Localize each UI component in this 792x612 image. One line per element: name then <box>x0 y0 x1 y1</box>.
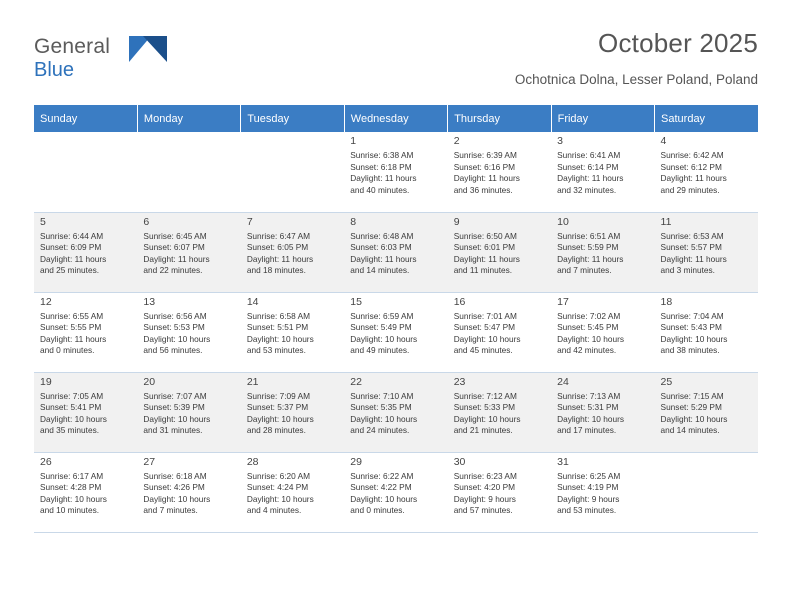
day-info-line: Sunset: 5:45 PM <box>557 322 619 333</box>
day-number: 5 <box>40 215 46 228</box>
day-info-line: Sunrise: 6:25 AM <box>557 470 621 481</box>
calendar-day-cell[interactable] <box>655 292 758 372</box>
day-info-line: Daylight: 11 hours <box>143 253 210 264</box>
day-info-line: Sunset: 6:01 PM <box>453 242 516 253</box>
day-info-line: Sunrise: 6:38 AM <box>350 150 414 160</box>
day-info-line: Daylight: 10 hours <box>143 413 211 424</box>
day-info-line: and 7 minutes. <box>143 505 198 516</box>
calendar-day-cell[interactable] <box>448 292 551 372</box>
day-sun-info <box>40 311 132 357</box>
day-info-line: Sunset: 5:43 PM <box>660 322 722 333</box>
day-info-line: Sunset: 6:12 PM <box>660 161 722 172</box>
page-title: October 2025 <box>598 28 758 58</box>
day-info-line: Daylight: 10 hours <box>350 493 418 504</box>
flag-icon <box>129 36 167 62</box>
day-info-line: Sunrise: 7:13 AM <box>557 390 621 401</box>
day-sun-info <box>143 471 235 517</box>
weekday-header-sunday: Sunday <box>34 105 137 132</box>
day-info-line: Sunrise: 7:01 AM <box>453 310 517 321</box>
day-number: 8 <box>350 215 357 228</box>
day-info-line: and 4 minutes. <box>246 505 302 516</box>
day-info-line: Sunset: 6:05 PM <box>246 242 309 253</box>
day-info-line: Sunset: 4:19 PM <box>557 482 619 493</box>
day-number: 15 <box>350 295 362 308</box>
day-info-line: Sunrise: 6:55 AM <box>40 310 104 321</box>
day-info-line: Daylight: 10 hours <box>453 333 521 344</box>
day-info-line: Sunrise: 6:44 AM <box>40 230 104 241</box>
day-number: 2 <box>453 135 460 147</box>
calendar-day-empty <box>137 132 240 212</box>
day-sun-info <box>557 311 649 357</box>
day-number: 17 <box>557 295 569 308</box>
day-info-line: and 53 minutes. <box>557 505 617 516</box>
day-info-line: Daylight: 10 hours <box>557 333 624 344</box>
calendar-day-cell[interactable] <box>137 452 240 532</box>
day-info-line: Sunset: 6:14 PM <box>557 161 619 172</box>
logo-text-general: General <box>34 35 111 58</box>
calendar-week-row <box>34 132 758 212</box>
day-info-line: Daylight: 10 hours <box>143 493 211 504</box>
calendar-day-cell[interactable] <box>241 452 344 532</box>
day-sun-info <box>350 391 442 437</box>
day-info-line: Sunrise: 6:22 AM <box>350 470 414 481</box>
calendar-body <box>34 132 758 532</box>
calendar-day-cell[interactable] <box>241 212 344 292</box>
calendar-day-cell[interactable] <box>551 292 654 372</box>
day-info-line: and 35 minutes. <box>40 425 100 436</box>
day-info-line: Daylight: 11 hours <box>350 253 417 264</box>
day-number: 10 <box>557 215 569 228</box>
day-info-line: Sunrise: 6:58 AM <box>246 310 311 321</box>
calendar-day-cell[interactable] <box>34 452 137 532</box>
day-info-line: Sunset: 5:47 PM <box>453 322 516 333</box>
day-info-line: Daylight: 9 hours <box>453 493 516 504</box>
day-info-line: and 36 minutes. <box>453 184 513 195</box>
weekday-header-wednesday: Wednesday <box>344 105 447 132</box>
day-info-line: Daylight: 10 hours <box>246 493 314 504</box>
day-info-line: Sunrise: 6:45 AM <box>143 230 207 241</box>
day-number: 27 <box>143 455 156 468</box>
day-info-line: Daylight: 11 hours <box>453 173 520 184</box>
calendar-day-cell[interactable] <box>137 212 240 292</box>
weekday-header-friday: Friday <box>551 105 654 132</box>
sunrise-sunset-calendar <box>34 105 758 533</box>
day-info-line: Daylight: 11 hours <box>246 253 314 264</box>
calendar-day-cell[interactable] <box>241 372 344 452</box>
calendar-day-cell[interactable] <box>344 372 447 452</box>
day-info-line: Sunrise: 6:17 AM <box>40 470 104 481</box>
day-info-line: Daylight: 11 hours <box>660 253 727 264</box>
day-info-line: Daylight: 10 hours <box>143 333 211 344</box>
calendar-day-cell[interactable] <box>448 452 551 532</box>
day-info-line: Sunrise: 6:56 AM <box>143 310 207 321</box>
day-info-line: Sunset: 5:29 PM <box>660 402 722 413</box>
day-info-line: Sunrise: 7:12 AM <box>453 390 517 401</box>
calendar-day-cell[interactable] <box>34 372 137 452</box>
calendar-day-cell[interactable] <box>344 132 447 212</box>
day-info-line: and 21 minutes. <box>453 425 513 436</box>
day-info-line: and 57 minutes. <box>453 505 513 516</box>
day-sun-info <box>350 150 442 196</box>
calendar-week-row <box>34 452 758 532</box>
day-number: 23 <box>453 375 466 388</box>
day-info-line: Sunset: 5:39 PM <box>143 402 205 413</box>
day-number: 25 <box>660 375 673 388</box>
day-info-line: Sunrise: 7:04 AM <box>660 310 724 321</box>
calendar-day-cell[interactable] <box>241 292 344 372</box>
day-info-line: Sunrise: 6:18 AM <box>143 470 207 481</box>
day-sun-info <box>661 150 753 196</box>
day-info-line: Daylight: 10 hours <box>660 333 728 344</box>
day-number: 6 <box>143 215 150 228</box>
day-info-line: Daylight: 11 hours <box>557 253 624 264</box>
day-info-line: Daylight: 10 hours <box>350 413 418 424</box>
day-info-line: Daylight: 10 hours <box>40 493 107 504</box>
day-sun-info <box>557 231 649 277</box>
day-info-line: and 7 minutes. <box>557 265 612 276</box>
day-info-line: Sunset: 5:53 PM <box>143 322 205 333</box>
day-sun-info <box>454 471 546 517</box>
day-info-line: Sunset: 5:31 PM <box>557 402 619 413</box>
day-info-line: Daylight: 10 hours <box>453 413 521 424</box>
day-info-line: and 22 minutes. <box>143 265 203 276</box>
day-sun-info <box>557 391 649 437</box>
day-number: 21 <box>246 375 259 388</box>
day-info-line: Daylight: 10 hours <box>40 413 107 424</box>
day-info-line: and 29 minutes. <box>660 184 720 195</box>
calendar-day-cell[interactable] <box>34 212 137 292</box>
day-info-line: and 17 minutes. <box>557 425 617 436</box>
day-sun-info <box>143 311 235 357</box>
day-sun-info <box>454 311 546 357</box>
day-info-line: Sunset: 6:09 PM <box>40 242 102 253</box>
day-sun-info <box>247 231 339 277</box>
day-sun-info <box>557 471 649 517</box>
day-info-line: Sunset: 5:57 PM <box>660 242 722 253</box>
day-info-line: Sunrise: 6:39 AM <box>453 150 517 160</box>
calendar-day-cell[interactable] <box>551 372 654 452</box>
day-sun-info <box>454 231 546 277</box>
calendar-day-empty <box>241 132 344 212</box>
day-sun-info <box>143 391 235 437</box>
day-sun-info <box>40 471 132 517</box>
day-info-line: and 31 minutes. <box>143 425 203 436</box>
day-info-line: Sunset: 4:24 PM <box>246 482 309 493</box>
day-number: 28 <box>246 455 259 468</box>
day-info-line: Sunset: 4:26 PM <box>143 482 205 493</box>
day-number: 16 <box>453 295 466 308</box>
day-info-line: Sunset: 6:16 PM <box>453 161 516 172</box>
day-number: 1 <box>350 135 357 147</box>
weekday-header-row <box>34 105 758 132</box>
day-number: 24 <box>557 375 569 388</box>
day-info-line: Sunset: 4:28 PM <box>40 482 102 493</box>
day-number: 19 <box>40 375 52 388</box>
calendar-day-cell[interactable] <box>137 292 240 372</box>
day-info-line: and 11 minutes. <box>453 265 513 276</box>
day-info-line: and 28 minutes. <box>246 425 306 436</box>
calendar-day-empty <box>34 132 137 212</box>
day-sun-info <box>247 471 339 517</box>
day-info-line: Sunset: 5:41 PM <box>40 402 102 413</box>
day-info-line: Daylight: 9 hours <box>557 493 620 504</box>
calendar-day-cell[interactable] <box>551 212 654 292</box>
day-info-line: and 56 minutes. <box>143 345 203 356</box>
logo[interactable] <box>34 36 214 90</box>
calendar-day-cell[interactable] <box>137 372 240 452</box>
day-info-line: and 14 minutes. <box>660 425 720 436</box>
day-number: 26 <box>40 455 52 468</box>
day-info-line: Daylight: 11 hours <box>350 173 417 184</box>
day-number: 9 <box>453 215 460 228</box>
weekday-header-thursday: Thursday <box>448 105 551 132</box>
calendar-day-cell[interactable] <box>344 212 447 292</box>
calendar-day-cell[interactable] <box>551 452 654 532</box>
day-info-line: Daylight: 10 hours <box>246 333 314 344</box>
calendar-day-cell[interactable] <box>34 292 137 372</box>
day-info-line: Sunset: 6:07 PM <box>143 242 205 253</box>
calendar-week-row <box>34 372 758 452</box>
day-info-line: and 14 minutes. <box>350 265 410 276</box>
day-info-line: Sunrise: 6:41 AM <box>557 150 621 160</box>
calendar-day-cell[interactable] <box>551 132 654 212</box>
day-info-line: Sunrise: 7:09 AM <box>246 390 311 401</box>
day-info-line: Sunset: 5:49 PM <box>350 322 412 333</box>
day-info-line: Sunrise: 6:42 AM <box>660 150 724 160</box>
day-info-line: Sunset: 4:22 PM <box>350 482 412 493</box>
day-number: 7 <box>246 215 253 228</box>
day-sun-info <box>661 391 753 437</box>
weekday-header-saturday: Saturday <box>655 105 758 132</box>
day-info-line: Daylight: 11 hours <box>40 333 107 344</box>
day-info-line: and 25 minutes. <box>40 265 100 276</box>
day-info-line: and 0 minutes. <box>350 505 405 516</box>
day-info-line: Sunrise: 7:05 AM <box>40 390 104 401</box>
day-number: 11 <box>660 215 672 228</box>
day-info-line: Sunset: 5:33 PM <box>453 402 516 413</box>
day-info-line: and 40 minutes. <box>350 184 410 195</box>
day-info-line: Daylight: 11 hours <box>557 173 624 184</box>
day-sun-info <box>143 231 235 277</box>
day-info-line: and 42 minutes. <box>557 345 617 356</box>
day-info-line: Daylight: 11 hours <box>40 253 107 264</box>
day-info-line: Sunrise: 6:50 AM <box>453 230 517 241</box>
calendar-day-cell[interactable] <box>655 372 758 452</box>
day-sun-info <box>350 311 442 357</box>
weekday-header-tuesday: Tuesday <box>241 105 344 132</box>
calendar-day-cell[interactable] <box>655 132 758 212</box>
day-number: 30 <box>453 455 466 468</box>
day-info-line: and 49 minutes. <box>350 345 410 356</box>
day-info-line: and 38 minutes. <box>660 345 720 356</box>
day-info-line: and 0 minutes. <box>40 345 95 356</box>
day-number: 3 <box>557 135 563 147</box>
day-number: 20 <box>143 375 156 388</box>
calendar-day-empty <box>655 452 758 532</box>
day-info-line: Sunrise: 6:59 AM <box>350 310 414 321</box>
day-sun-info <box>247 391 339 437</box>
day-number: 18 <box>660 295 673 308</box>
day-info-line: and 53 minutes. <box>246 345 306 356</box>
day-info-line: and 18 minutes. <box>246 265 306 276</box>
page-header <box>34 28 758 98</box>
day-sun-info <box>40 391 132 437</box>
calendar-day-cell[interactable] <box>655 212 758 292</box>
day-info-line: Sunrise: 6:20 AM <box>246 470 311 481</box>
day-number: 14 <box>246 295 259 308</box>
day-info-line: Sunrise: 7:02 AM <box>557 310 621 321</box>
day-info-line: Sunrise: 6:51 AM <box>557 230 621 241</box>
calendar-week-row <box>34 292 758 372</box>
day-info-line: and 32 minutes. <box>557 184 617 195</box>
day-info-line: and 24 minutes. <box>350 425 410 436</box>
day-info-line: Daylight: 10 hours <box>350 333 418 344</box>
calendar-week-row <box>34 212 758 292</box>
day-info-line: Daylight: 10 hours <box>557 413 624 424</box>
day-info-line: Sunrise: 7:07 AM <box>143 390 207 401</box>
day-info-line: Daylight: 11 hours <box>660 173 727 184</box>
day-info-line: Sunrise: 6:23 AM <box>453 470 517 481</box>
day-info-line: Sunset: 6:18 PM <box>350 161 412 172</box>
day-number: 4 <box>660 135 667 147</box>
day-sun-info <box>454 150 546 196</box>
day-info-line: Sunset: 4:20 PM <box>453 482 516 493</box>
calendar-day-cell[interactable] <box>448 212 551 292</box>
location-subtitle: Ochotnica Dolna, Lesser Poland, Poland <box>514 72 758 87</box>
day-number: 13 <box>143 295 156 308</box>
day-sun-info <box>40 231 132 277</box>
day-info-line: Daylight: 10 hours <box>246 413 314 424</box>
day-info-line: Sunset: 5:51 PM <box>246 322 309 333</box>
logo-text-blue: Blue <box>34 59 75 81</box>
calendar-day-cell[interactable] <box>448 372 551 452</box>
day-number: 31 <box>557 455 569 468</box>
day-info-line: Sunset: 6:03 PM <box>350 242 412 253</box>
day-sun-info <box>661 231 753 277</box>
day-info-line: and 3 minutes. <box>660 265 715 276</box>
day-info-line: Sunset: 5:55 PM <box>40 322 102 333</box>
day-info-line: Daylight: 11 hours <box>453 253 520 264</box>
day-info-line: Sunset: 5:37 PM <box>246 402 309 413</box>
day-number: 29 <box>350 455 362 468</box>
day-info-line: Sunrise: 6:53 AM <box>660 230 724 241</box>
calendar-day-cell[interactable] <box>344 292 447 372</box>
day-sun-info <box>454 391 546 437</box>
day-info-line: Sunrise: 7:10 AM <box>350 390 414 401</box>
day-sun-info <box>247 311 339 357</box>
day-info-line: Daylight: 10 hours <box>660 413 728 424</box>
weekday-header-monday: Monday <box>137 105 240 132</box>
calendar-day-cell[interactable] <box>448 132 551 212</box>
calendar-day-cell[interactable] <box>344 452 447 532</box>
day-info-line: Sunset: 5:59 PM <box>557 242 619 253</box>
day-info-line: Sunrise: 6:48 AM <box>350 230 414 241</box>
day-info-line: Sunrise: 7:15 AM <box>660 390 724 401</box>
day-sun-info <box>350 471 442 517</box>
day-info-line: and 45 minutes. <box>453 345 513 356</box>
day-number: 12 <box>40 295 52 308</box>
day-info-line: Sunset: 5:35 PM <box>350 402 412 413</box>
day-sun-info <box>557 150 649 196</box>
day-info-line: Sunrise: 6:47 AM <box>246 230 311 241</box>
day-sun-info <box>661 311 753 357</box>
day-sun-info <box>350 231 442 277</box>
day-info-line: and 10 minutes. <box>40 505 100 516</box>
day-number: 22 <box>350 375 362 388</box>
